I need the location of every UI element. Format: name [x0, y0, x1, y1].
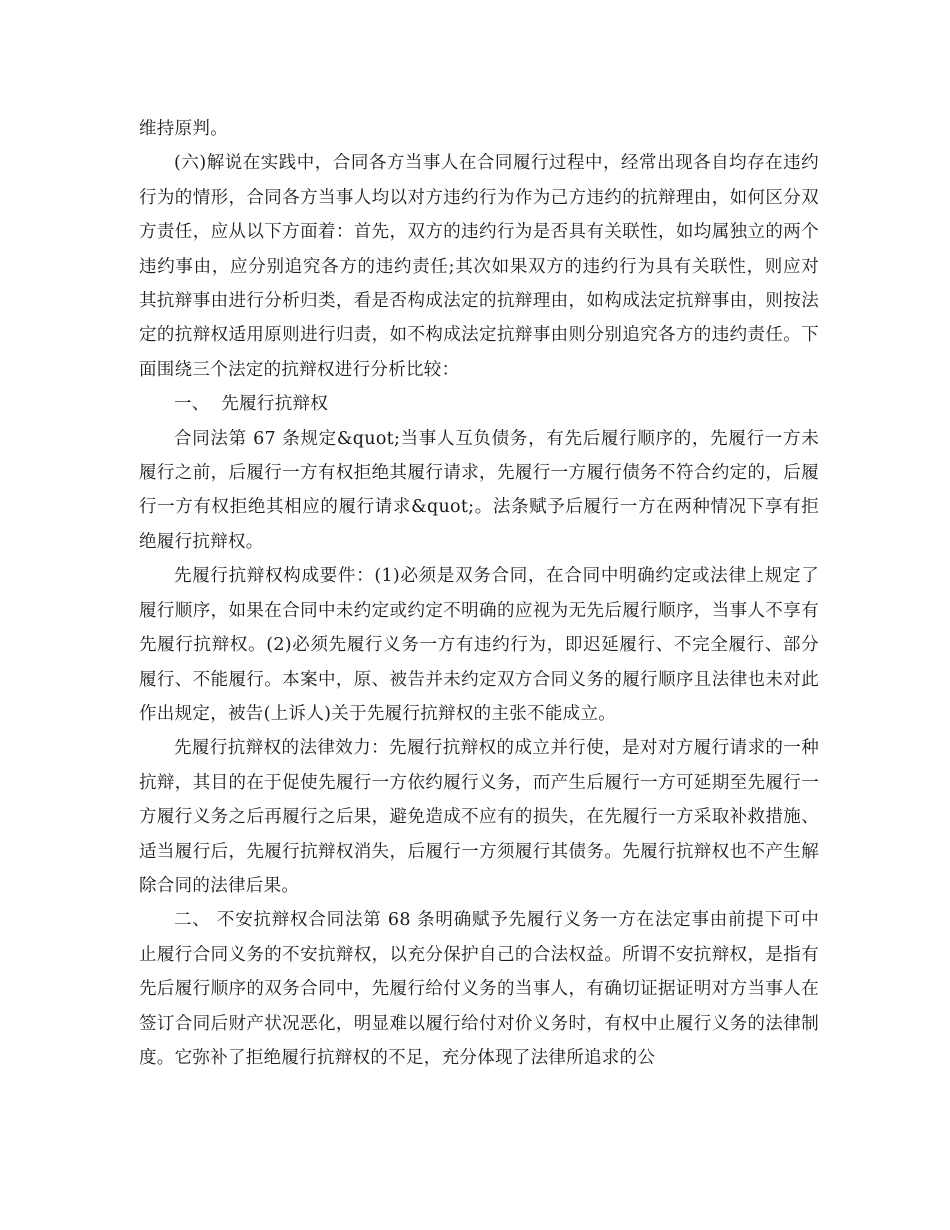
paragraph-elements: 先履行抗辩权构成要件：(1)必须是双务合同，在合同中明确约定或法律上规定了履行顺序，如果在合同中未约定或约定不明确的应视为无先后履行顺序，当事人不享有先履行抗辩权。(2)必须先履行义务一方有违约行为，即迟延履行、不完全履行、部分履行、不能履行。本案中，原、被告并未约定双方合同义务的履行顺序且法律也未对此作出规定，被告(上诉人)关于先履行抗辩权的主张不能成立。	[139, 566, 819, 724]
paragraph-continuation: 维持原判。	[139, 119, 228, 139]
section-heading-first-performance-defense: 一、 先履行抗辩权	[174, 394, 329, 415]
paragraph-insecurity-defense: 二、 不安抗辩权合同法第 68 条明确赋予先履行义务一方在法定事由前提下可中止履行合同义务的不安抗辩权，以充分保护自己的合法权益。所谓不安抗辩权，是指有先后履行顺序的双务合同中，先履行给付义务的当事人，有确切证据证明对方当事人在签订合同后财产状况恶化，明显难以履行给付对价义务时，有权中止履行义务的法律制度。它弥补了拒绝履行抗辩权的不足，充分体现了法律所追求的公	[139, 910, 819, 1068]
paragraph-legal-effect: 先履行抗辩权的法律效力：先履行抗辩权的成立并行使，是对对方履行请求的一种抗辩，其目的在于促使先履行一方依约履行义务，而产生后履行一方可延期至先履行一方履行义务之后再履行之后果，避免造成不应有的损失，在先履行一方采取补救措施、适当履行后，先履行抗辩权消失，后履行一方须履行其债务。先履行抗辩权也不产生解除合同的法律后果。	[139, 738, 819, 896]
document-body	[139, 112, 819, 1075]
paragraph-article-67: 合同法第 67 条规定&quot;当事人互负债务，有先后履行顺序的，先履行一方未履行之前，后履行一方有权拒绝其履行请求，先履行一方履行债务不符合约定的，后履行一方有权拒绝其相应的履行请求&quot;。法条赋予后履行一方在两种情况下享有拒绝履行抗辩权。	[139, 428, 819, 552]
paragraph-explanation: (六)解说在实践中，合同各方当事人在合同履行过程中，经常出现各自均存在违约行为的情形，合同各方当事人均以对方违约行为作为己方违约的抗辩理由，如何区分双方责任，应从以下方面着：首先，双方的违约行为是否具有关联性，如均属独立的两个违约事由，应分别追究各方的违约责任;其次如果双方的违约行为具有关联性，则应对其抗辩事由进行分析归类，看是否构成法定的抗辩理由，如构成法定抗辩事由，则按法定的抗辩权适用原则进行归责，如不构成法定抗辩事由则分别追究各方的违约责任。下面围绕三个法定的抗辩权进行分析比较：	[139, 153, 819, 380]
